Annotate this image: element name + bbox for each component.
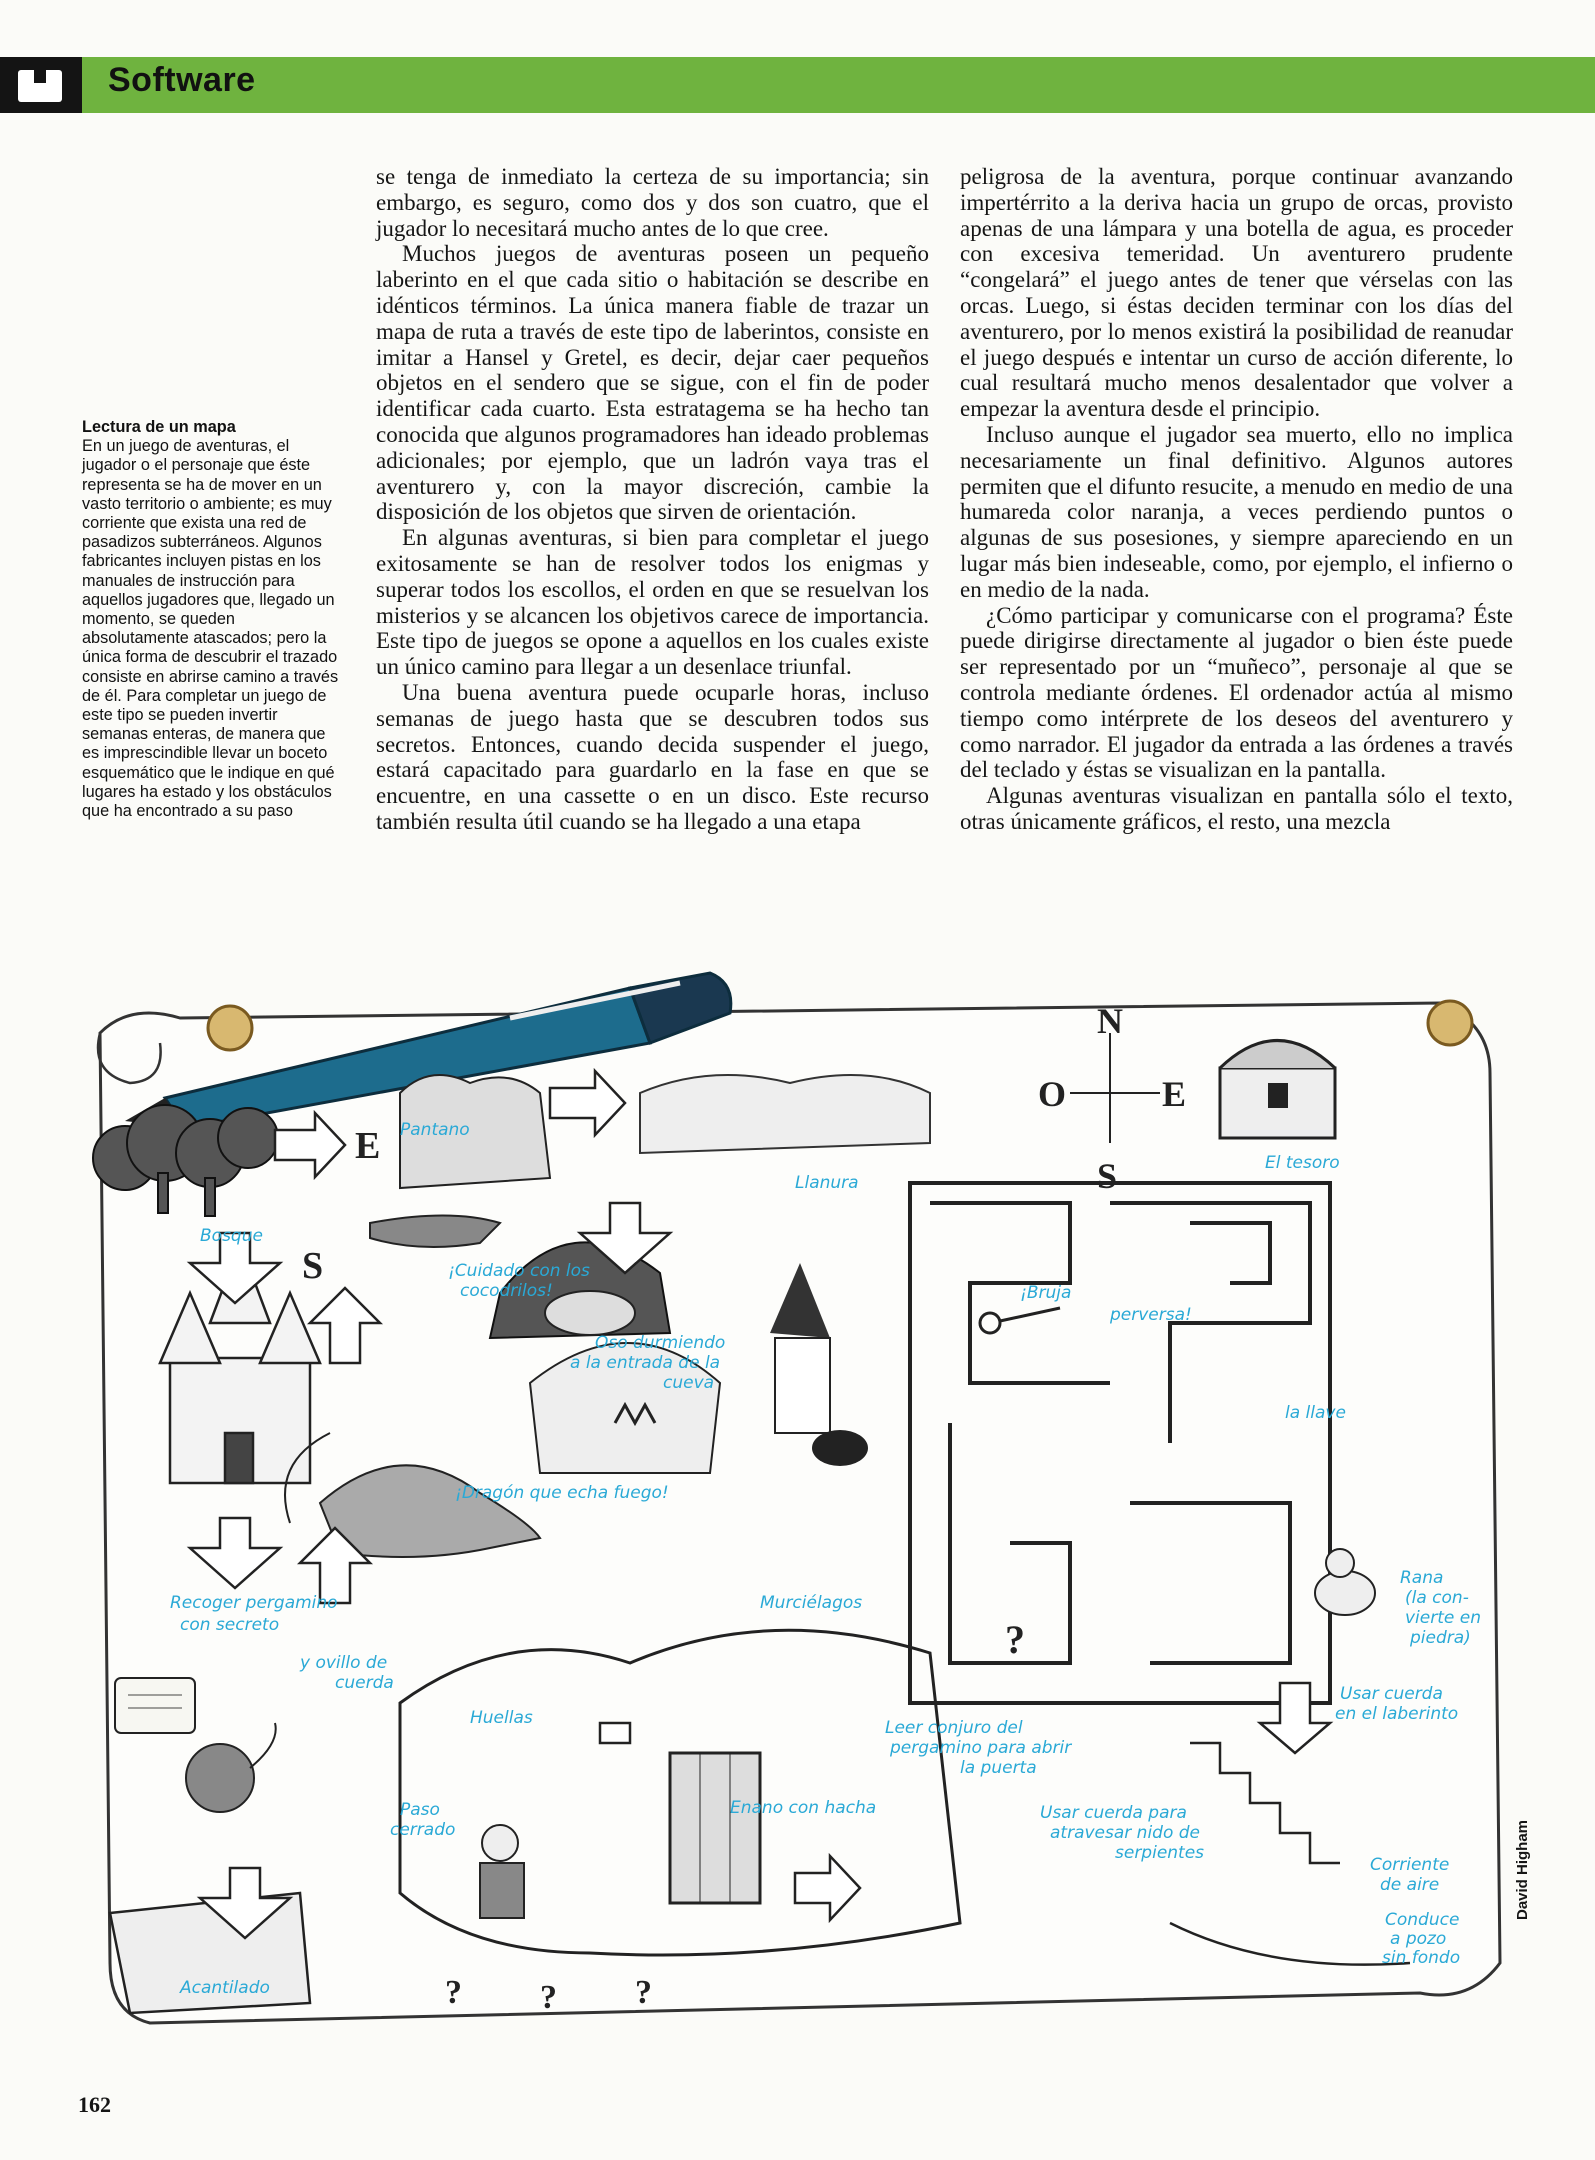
- label-bruja: perversa!: [1110, 1305, 1192, 1325]
- question-mark: ?: [445, 1974, 462, 2011]
- label-oso: Oso durmiendo: [595, 1333, 726, 1353]
- pin-icon: [1428, 1001, 1472, 1045]
- compass-n: N: [1097, 1001, 1123, 1041]
- label-llave: la llave: [1285, 1403, 1346, 1423]
- label-bosque: Bosque: [200, 1226, 263, 1246]
- label-acantilado: Acantilado: [180, 1978, 270, 1998]
- section-title: Software: [108, 61, 256, 99]
- entry-letter-s: S: [302, 1245, 324, 1287]
- compass-s: S: [1097, 1156, 1118, 1196]
- question-mark: ?: [1005, 1617, 1025, 1662]
- map-caption: [82, 418, 344, 821]
- label-laberinto: en el laberinto: [1335, 1704, 1459, 1724]
- label-cocodrilos: cocodrilos!: [460, 1281, 553, 1301]
- label-tesoro: El tesoro: [1265, 1153, 1340, 1173]
- label-corriente: de aire: [1380, 1875, 1440, 1895]
- label-oso: cueva: [663, 1373, 715, 1393]
- body-column-2: [960, 164, 1513, 835]
- label-huellas: Huellas: [470, 1708, 533, 1728]
- scroll-icon: [115, 1678, 195, 1733]
- question-mark: ?: [635, 1974, 652, 2011]
- label-conjuro: Leer conjuro del: [885, 1718, 1023, 1738]
- compass-e: E: [1162, 1074, 1187, 1114]
- label-serpientes: serpientes: [1115, 1843, 1205, 1863]
- label-conjuro: pergamino para abrir: [890, 1738, 1072, 1758]
- label-ovillo: y ovillo de: [300, 1653, 388, 1673]
- page-number: 162: [78, 2092, 111, 2117]
- label-pergamino: con secreto: [180, 1615, 280, 1635]
- label-bruja: ¡Bruja: [1020, 1283, 1072, 1303]
- body-column-1: [376, 164, 929, 835]
- paragraph: se tenga de inmediato la certeza de su importancia; sin embargo, es seguro, como dos y dos son cuatro, que el jugador lo necesitará mucho antes de lo que cree.: [376, 164, 929, 241]
- label-enano: Enano con hacha: [730, 1798, 877, 1818]
- treasure-chest-icon: [1220, 1041, 1335, 1139]
- door-icon: [670, 1753, 760, 1903]
- label-serpientes: Usar cuerda para: [1040, 1803, 1187, 1823]
- dwarf-icon: [480, 1825, 524, 1918]
- paragraph: peligrosa de la aventura, porque continuar avanzando impertérrito a la deriva hacia un grupo de orcas, provisto apenas de una lámpara y una botella de agua, es proceder con excesiva temeridad. Un aventurero prudente “congelará” el juego antes de tener que vérselas con las orcas. Luego, si éstas deciden terminar con los días del aventurero, por lo menos existirá la posibilidad de reanudar el juego después e intentar un curso de acción diferente, lo cual resultará mucho menos desalentador que volver a empezar la aventura desde el principio.: [960, 164, 1513, 422]
- label-rana: (la con-: [1405, 1588, 1469, 1608]
- caption-body: En un juego de aventuras, el jugador o el personaje que éste representa se ha de mover en un vasto territorio o ambiente; es muy corriente que exista una red de pasadizos subterráneos. Algunos fabricantes incluyen pistas en los manuales de instrucción para aquellos jugadores que, llegado un momento, se queden absolutamente atascados; pero la única forma de descubrir el trazado consiste en abrirse camino a través de él. Para completar un juego de este tipo se pueden invertir semanas enteras, de manera que es imprescindible llevar un boceto esquemático que le indique en qué lugares ha estado y los obstáculos que ha encontrado a su paso: [82, 437, 339, 821]
- label-conjuro: la puerta: [960, 1758, 1037, 1778]
- entry-letter-e: E: [355, 1125, 381, 1167]
- label-pantano: Pantano: [400, 1120, 470, 1140]
- label-llanura: Llanura: [795, 1173, 859, 1193]
- paragraph: En algunas aventuras, si bien para completar el juego exitosamente se han de resolver todos los enigmas y superar todos los escollos, el orden en que se resuelvan los misterios y se alcancen los objetivos carece de importancia. Este tipo de juegos se opone a aquellos en los cuales existe un único camino para llegar a un desenlace triunfal.: [376, 525, 929, 680]
- paragraph: Muchos juegos de aventuras poseen un pequeño laberinto en el que cada sitio o habitación se describe en idénticos términos. La única manera fiable de trazar un mapa de ruta a través de este tipo de laberintos, consiste en imitar a Hansel y Gretel, es decir, dejar caer pequeños objetos en el sendero que se sigue, con el fin de poder identificar cada cuarto. Esta estratagema se ha hecho tan conocida que algunos programadores han ideado problemas adicionales; por ejemplo, que un ladrón vaya tras el aventurero y, con la mayor discreción, cambie la disposición de los objetos que sirven de orientación.: [376, 241, 929, 525]
- illustration-credit: David Higham: [1514, 1819, 1531, 1920]
- paragraph: ¿Cómo participar y comunicarse con el programa? Éste puede dirigirse directamente al jugador o bien éste puede ser representado por un “muñeco”, personaje al que se controla mediante órdenes. El ordenador actúa al mismo tiempo como intérprete de los deseos del aventurero y como narrador. El jugador da entrada a las órdenes a través del teclado y éstas se visualizan en la pantalla.: [960, 602, 1513, 783]
- label-cocodrilos: ¡Cuidado con los: [448, 1261, 590, 1281]
- paragraph: Algunas aventuras visualizan en pantalla sólo el texto, otras únicamente gráficos, el resto, una mezcla: [960, 783, 1513, 834]
- label-laberinto: Usar cuerda: [1340, 1684, 1443, 1704]
- compass-o: O: [1038, 1074, 1067, 1114]
- question-mark: ?: [540, 1979, 557, 2016]
- caption-title: Lectura de un mapa: [82, 418, 236, 436]
- label-murcielagos: Murciélagos: [760, 1593, 863, 1613]
- label-pergamino: Recoger pergamino: [170, 1593, 338, 1613]
- pin-icon: [208, 1006, 252, 1050]
- plain-icon: [640, 1075, 930, 1153]
- label-dragon: ¡Dragón que echa fuego!: [455, 1483, 669, 1503]
- label-rana: Rana: [1400, 1568, 1444, 1588]
- adventure-map-illustration: [70, 963, 1530, 2053]
- label-serpientes: atravesar nido de: [1050, 1823, 1201, 1843]
- label-rana: piedra): [1410, 1628, 1471, 1648]
- label-rana: vierte en: [1405, 1608, 1481, 1628]
- label-paso: Paso: [400, 1800, 440, 1820]
- paragraph: Una buena aventura puede ocuparle horas, incluso semanas de juego hasta que se descubren todos sus secretos. Entonces, cuando decida suspender el juego, estará capacitado para guardarlo en la fase en que se encuentre, en una cassette o en un disco. Este recurso también resulta útil cuando se ha llegado a una etapa: [376, 679, 929, 834]
- floppy-disk-icon: [0, 57, 82, 113]
- label-pozo: Conduce: [1385, 1910, 1460, 1930]
- label-oso: a la entrada de la: [570, 1353, 721, 1373]
- label-ovillo: cuerda: [335, 1673, 394, 1693]
- paragraph: Incluso aunque el jugador sea muerto, ello no implica necesariamente un final definitivo. Algunos autores permiten que el difunto resucite, a menudo en medio de una humareda color naranja, a veces perdiendo puntos o algunas de sus posesiones, y siempre apareciendo en un lugar más bien indeseable, como, por ejemplo, el infierno o en medio de la nada.: [960, 421, 1513, 602]
- label-pozo: a pozo: [1390, 1929, 1447, 1949]
- label-corriente: Corriente: [1370, 1855, 1450, 1875]
- label-paso: cerrado: [390, 1820, 456, 1840]
- label-pozo: sin fondo: [1382, 1948, 1461, 1968]
